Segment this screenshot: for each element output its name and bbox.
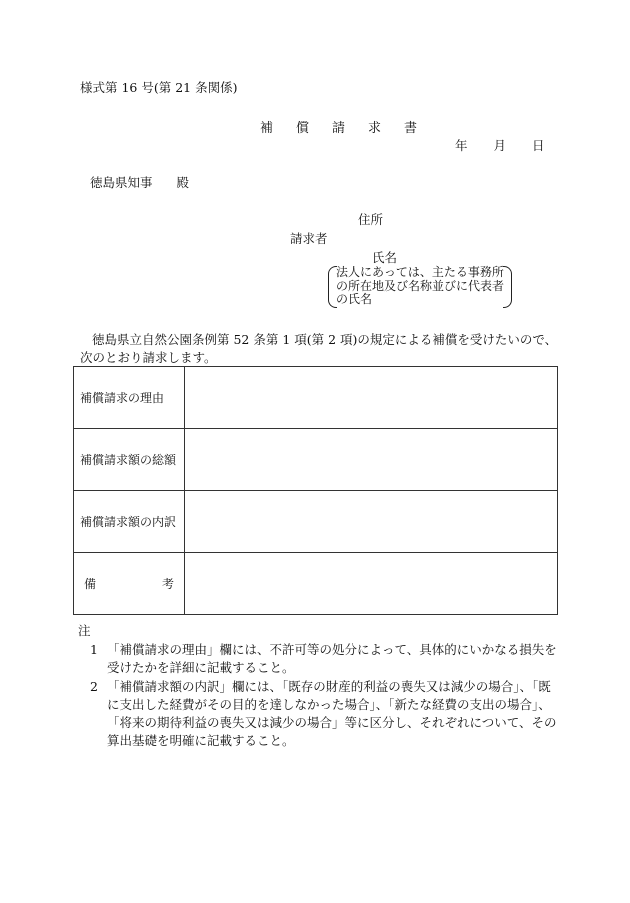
table-row bbox=[74, 553, 558, 615]
form-number: 様式第 16 号(第 21 条関係) bbox=[80, 80, 238, 95]
date-month: 月 bbox=[493, 138, 507, 153]
note-text: 「補償請求の理由」欄には、不許可等の処分によって、具体的にいかなる損失を受けたかを詳細に記載すること。 bbox=[107, 642, 557, 675]
row-value-total[interactable] bbox=[185, 429, 558, 491]
claimant-label: 請求者 bbox=[290, 231, 328, 246]
right-bracket bbox=[503, 266, 512, 308]
date-line bbox=[455, 138, 545, 153]
note-item bbox=[90, 641, 560, 677]
table-row bbox=[74, 429, 558, 491]
row-value-reason[interactable] bbox=[185, 367, 558, 429]
intro-text: 徳島県立自然公園条例第 52 条第 1 項(第 2 項)の規定による補償を受けたいので、次のとおり請求します。 bbox=[80, 332, 558, 365]
corporate-note bbox=[328, 266, 512, 306]
table-row bbox=[74, 367, 558, 429]
row-label-total: 補償請求額の総額 bbox=[74, 429, 185, 491]
name-label: 氏名 bbox=[372, 250, 398, 265]
row-value-remarks[interactable] bbox=[185, 553, 558, 615]
document-title: 補 償 請 求 書 bbox=[260, 121, 423, 136]
addressee bbox=[90, 175, 189, 190]
note-item bbox=[90, 678, 560, 750]
note-number: 1 bbox=[90, 642, 98, 657]
notes-heading: 注 bbox=[78, 623, 91, 638]
note-number: 2 bbox=[90, 679, 98, 694]
row-value-breakdown[interactable] bbox=[185, 491, 558, 553]
corporate-note-text: 法人にあっては、主たる事務所の所在地及び名称並びに代表者の氏名 bbox=[336, 265, 505, 307]
table-row bbox=[74, 491, 558, 553]
addressee-name: 徳島県知事 bbox=[90, 175, 153, 190]
remarks-label-right: 考 bbox=[161, 577, 174, 591]
row-label-breakdown: 補償請求額の内訳 bbox=[74, 491, 185, 553]
remarks-label-left: 備 bbox=[84, 577, 97, 591]
address-label: 住所 bbox=[358, 212, 384, 227]
note-text: 「補償請求額の内訳」欄には、「既存の財産的利益の喪失又は減少の場合」、「既に支出した経費がその目的を達しなかった場合」、「新たな経費の支出の場合」、「将来の期待利益の喪失又は減少の場合」等に区分し、それぞれについて、その算出基礎を明確に記載すること。 bbox=[107, 679, 557, 748]
date-day: 日 bbox=[532, 138, 545, 153]
addressee-honorific: 殿 bbox=[176, 175, 190, 190]
date-year: 年 bbox=[455, 138, 468, 153]
claim-table bbox=[73, 366, 558, 615]
row-label-remarks bbox=[74, 553, 185, 615]
row-label-reason: 補償請求の理由 bbox=[74, 367, 185, 429]
